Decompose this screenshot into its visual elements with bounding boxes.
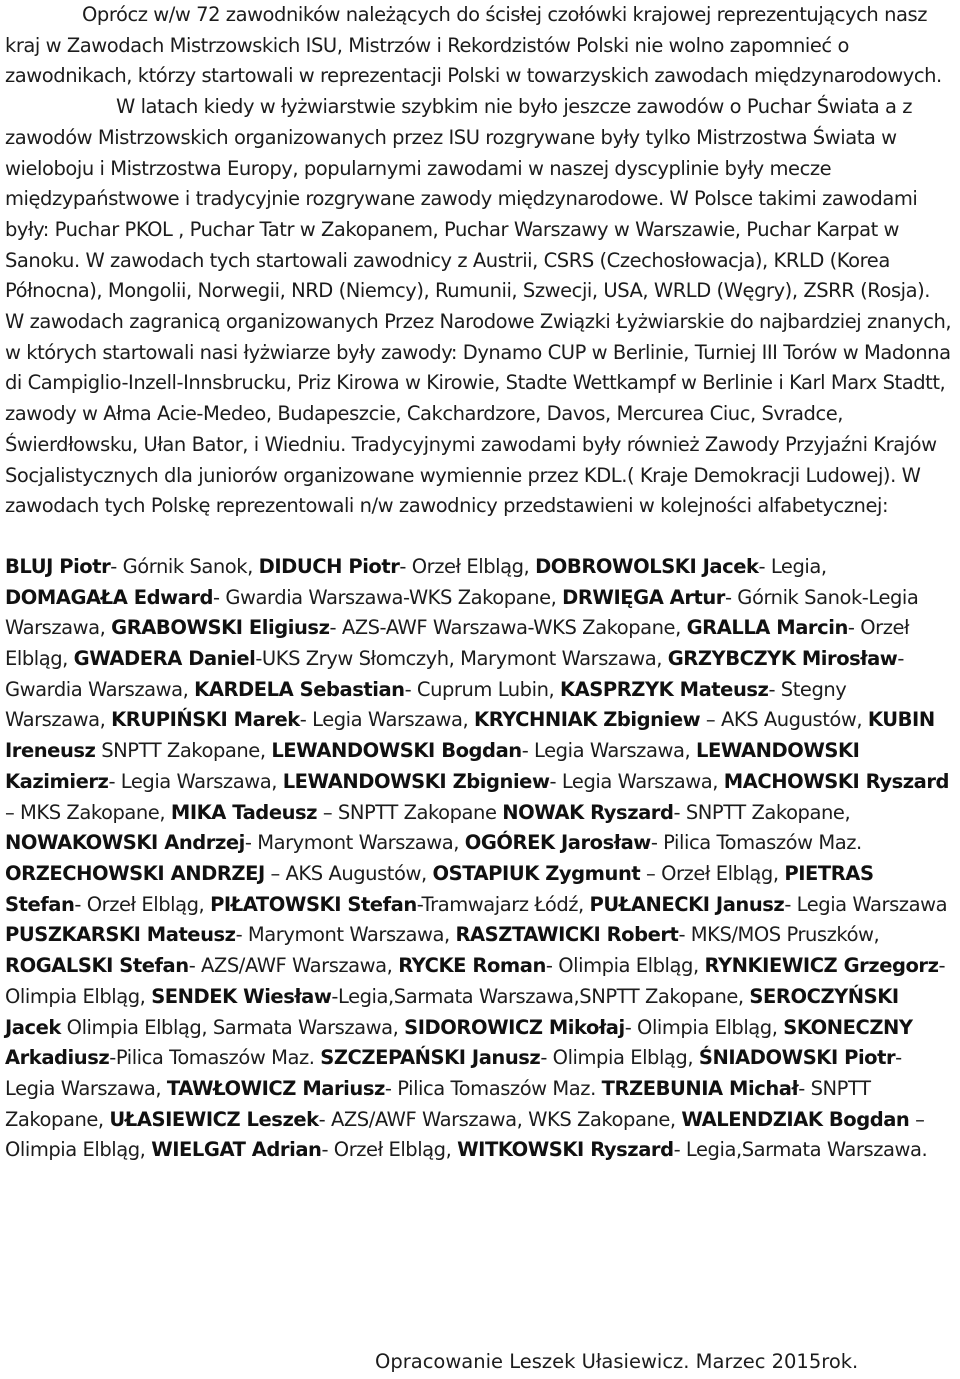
athlete-club: - Orzeł Elbląg,: [321, 1138, 458, 1162]
athlete-club: – Orzeł Elbląg,: [640, 861, 785, 885]
athlete-name: GWADERA Daniel: [73, 647, 256, 671]
athlete-club: - Legia Warszawa,: [108, 769, 283, 793]
athlete-name: WITKOWSKI Ryszard: [457, 1138, 674, 1162]
athlete-club: - Cuprum Lubin,: [404, 677, 560, 701]
athlete-name: RYCKE Roman: [398, 954, 546, 978]
athlete-club: - Stegny Warszawa,: [5, 677, 847, 732]
athlete-name: ORZECHOWSKI ANDRZEJ: [5, 861, 265, 885]
athlete-name: DOBROWOLSKI Jacek: [535, 554, 759, 578]
athlete-name: BLUJ Piotr: [5, 554, 111, 578]
athlete-name: RYNKIEWICZ Grzegorz: [704, 954, 939, 978]
athlete-club: - MKS/MOS Pruszków,: [678, 923, 880, 947]
athlete-club: - Legia Warszawa,: [521, 739, 696, 763]
athlete-name: GRABOWSKI Eligiusz: [111, 616, 330, 640]
athlete-name: NOWAK Ryszard: [502, 800, 674, 824]
athlete-roster: [5, 552, 952, 1166]
athlete-name: SEROCZYŃSKI Jacek: [5, 984, 899, 1039]
athlete-name: SKONECZNY Arkadiusz: [5, 1015, 913, 1070]
author-signature: Opracowanie Leszek Ułasiewicz. Marzec 2015rok.: [375, 1350, 859, 1373]
athlete-club: -Gwardia Warszawa,: [5, 647, 904, 701]
athlete-club: - Orzeł Elbląg,: [5, 616, 910, 671]
athlete-name: KUBIN Ireneusz: [5, 708, 935, 763]
athlete-name: LEWANDOWSKI Kazimierz: [5, 739, 860, 793]
athlete-name: NOWAKOWSKI Andrzej: [5, 831, 245, 855]
athlete-name: KARDELA Sebastian: [194, 677, 405, 701]
athlete-name: MACHOWSKI Ryszard: [723, 769, 950, 793]
athlete-name: MIKA Tadeusz: [170, 800, 318, 824]
athlete-club: – SNPTT Zakopane: [317, 800, 503, 824]
athlete-name: KASPRZYK Mateusz: [559, 677, 769, 701]
athlete-club: - SNPTT Zakopane,: [5, 1076, 871, 1131]
athlete-club: - Legia Warszawa,: [299, 708, 475, 732]
athlete-club: - Orzeł Elbląg,: [399, 554, 536, 578]
athlete-club: - Olimpia Elbląg,: [624, 1015, 784, 1039]
athlete-club: - AZS/AWF Warszawa,: [188, 954, 399, 978]
athlete-name: LEWANDOWSKI Bogdan: [271, 739, 522, 763]
athlete-club: – AKS Augustów,: [264, 861, 433, 885]
athlete-club: -Pilica Tomaszów Maz.: [109, 1046, 321, 1070]
athlete-club: -Legia,Sarmata Warszawa,SNPTT Zakopane,: [331, 984, 750, 1008]
athlete-club: - Olimpia Elbląg,: [540, 1046, 699, 1070]
athlete-name: TAWŁOWICZ Mariusz: [166, 1076, 385, 1100]
athlete-name: SZCZEPAŃSKI Janusz: [320, 1046, 541, 1070]
athlete-club: - Pilica Tomaszów Maz.: [384, 1076, 602, 1100]
athlete-club: - SNPTT Zakopane,: [673, 800, 851, 824]
athlete-club: - Gwardia Warszawa-WKS Zakopane,: [213, 585, 563, 609]
athlete-club: - Legia Warszawa: [784, 892, 948, 916]
athlete-name: UŁASIEWICZ Leszek: [109, 1107, 319, 1131]
athlete-name: RASZTAWICKI Robert: [455, 923, 679, 947]
athlete-club: - Orzeł Elbląg,: [74, 892, 211, 916]
athlete-name: TRZEBUNIA Michał: [601, 1076, 799, 1100]
athlete-name: DOMAGAŁA Edward: [5, 585, 214, 609]
athlete-club: - AZS/AWF Warszawa, WKS Zakopane,: [318, 1107, 682, 1131]
athlete-club: - Legia Warszawa,: [549, 769, 724, 793]
athlete-name: KRYCHNIAK Zbigniew: [474, 708, 701, 732]
athlete-club: – MKS Zakopane,: [5, 800, 171, 824]
athlete-club: - Marymont Warszawa,: [244, 831, 465, 855]
athlete-club: – Olimpia Elbląg,: [5, 1107, 925, 1162]
athlete-club: - Górnik Sanok-Legia Warszawa,: [5, 585, 919, 640]
athlete-club: - Legia Warszawa,: [5, 1046, 902, 1100]
athlete-club: - Olimpia Elbląg,: [545, 954, 705, 978]
athlete-name: GRALLA Marcin: [686, 616, 848, 640]
athlete-name: KRUPIŃSKI Marek: [111, 708, 300, 732]
athlete-club: - Górnik Sanok,: [110, 554, 259, 578]
intro-paragraph: Oprócz w/w 72 zawodników należących do ścisłej czołówki krajowej reprezentujących nasz kraj w Zawodach Mistrzowskich ISU, Mistrzów i Rekordzistów Polski nie wolno zapomnieć o zawodnikach, którzy startowali w reprezentacji Polski w towarzyskich zawodach międzynarodowych.: [5, 3, 942, 88]
athlete-club: -UKS Zryw Słomczyh, Marymont Warszawa,: [255, 647, 668, 671]
athlete-name: WALENDZIAK Bogdan: [681, 1107, 910, 1131]
athlete-name: PUSZKARSKI Mateusz: [5, 923, 236, 947]
athlete-name: OSTAPIUK Zygmunt: [432, 861, 641, 885]
athlete-name: PUŁANECKI Janusz: [589, 892, 785, 916]
athlete-name: PIETRAS Stefan: [5, 861, 874, 916]
athlete-club: - Olimpia Elbląg,: [5, 954, 946, 1008]
athlete-name: SIDOROWICZ Mikołaj: [404, 1015, 625, 1039]
athlete-club: - AZS-AWF Warszawa-WKS Zakopane,: [329, 616, 687, 640]
athlete-club: - Pilica Tomaszów Maz.: [650, 831, 862, 855]
athlete-club: – AKS Augustów,: [700, 708, 868, 732]
athlete-club: Olimpia Elbląg, Sarmata Warszawa,: [60, 1015, 405, 1039]
athlete-club: - Marymont Warszawa,: [235, 923, 456, 947]
athlete-club: SNPTT Zakopane,: [95, 739, 272, 763]
athlete-name: ŚNIADOWSKI Piotr: [698, 1046, 896, 1070]
athlete-club: -Tramwajarz Łódź,: [416, 892, 590, 916]
athlete-name: ROGALSKI Stefan: [5, 954, 189, 978]
athlete-name: DRWIĘGA Artur: [562, 585, 725, 609]
athlete-name: GRZYBCZYK Mirosław: [667, 647, 898, 671]
athlete-name: SENDEK Wiesław: [151, 984, 332, 1008]
athlete-name: LEWANDOWSKI Zbigniew: [282, 769, 550, 793]
athlete-name: OGÓREK Jarosław: [464, 831, 651, 855]
athlete-name: PIŁATOWSKI Stefan: [210, 892, 417, 916]
athlete-club: - Legia,Sarmata Warszawa.: [673, 1138, 928, 1162]
athlete-name: WIELGAT Adrian: [151, 1138, 322, 1162]
athlete-club: - Legia,: [758, 554, 827, 578]
athlete-name: DIDUCH Piotr: [258, 554, 400, 578]
history-paragraph: W latach kiedy w łyżwiarstwie szybkim nie było jeszcze zawodów o Puchar Świata a z zawodów Mistrzowskich organizowanych przez ISU rozgrywane były tylko Mistrzostwa Świata w wieloboju i Mistrzostwa Europy, popularnymi zawodami w naszej dyscyplinie były mecze międzypaństwowe i tradycyjnie rozgrywane zawody międzynarodowe. W Polsce takimi zawodami były: Puchar PKOL , Puchar Tatr w Zakopanem, Puchar Warszawy w Warszawie, Puchar Karpat w Sanoku. W zawodach tych startowali zawodnicy z Austrii, CSRS (Czechosłowacja), KRLD (Korea Północna), Mongolii, Norwegii, NRD (Niemcy), Rumunii, Szwecji, USA, WRLD (Węgry), ZSRR (Rosja). W zawodach zagranicą organizowanych Przez Narodowe Związki Łyżwiarskie do najbardziej znanych, w których startowali nasi łyżwiarze były zawody: Dynamo CUP w Berlinie, Turniej III Torów w Madonna di Campiglio-Inzell-Innsbrucku, Priz Kirowa w Kirowie, Stadte Wettkampf w Berlinie i Karl Marx Stadtt, zawody w Ałma Acie-Medeo, Budapeszcie, Cakchardzore, Davos, Mercurea Ciuc, Svradce, Świerdłowsku, Ułan Bator, i Wiedniu. Tradycyjnymi zawodami były również Zawody Przyjaźni Krajów Socjalistycznych dla juniorów organizowane wymiennie przez KDL.( Kraje Demokracji Ludowej). W zawodach tych Polskę reprezentowali n/w zawodnicy przedstawieni w kolejności alfabetycznej:: [5, 95, 952, 518]
